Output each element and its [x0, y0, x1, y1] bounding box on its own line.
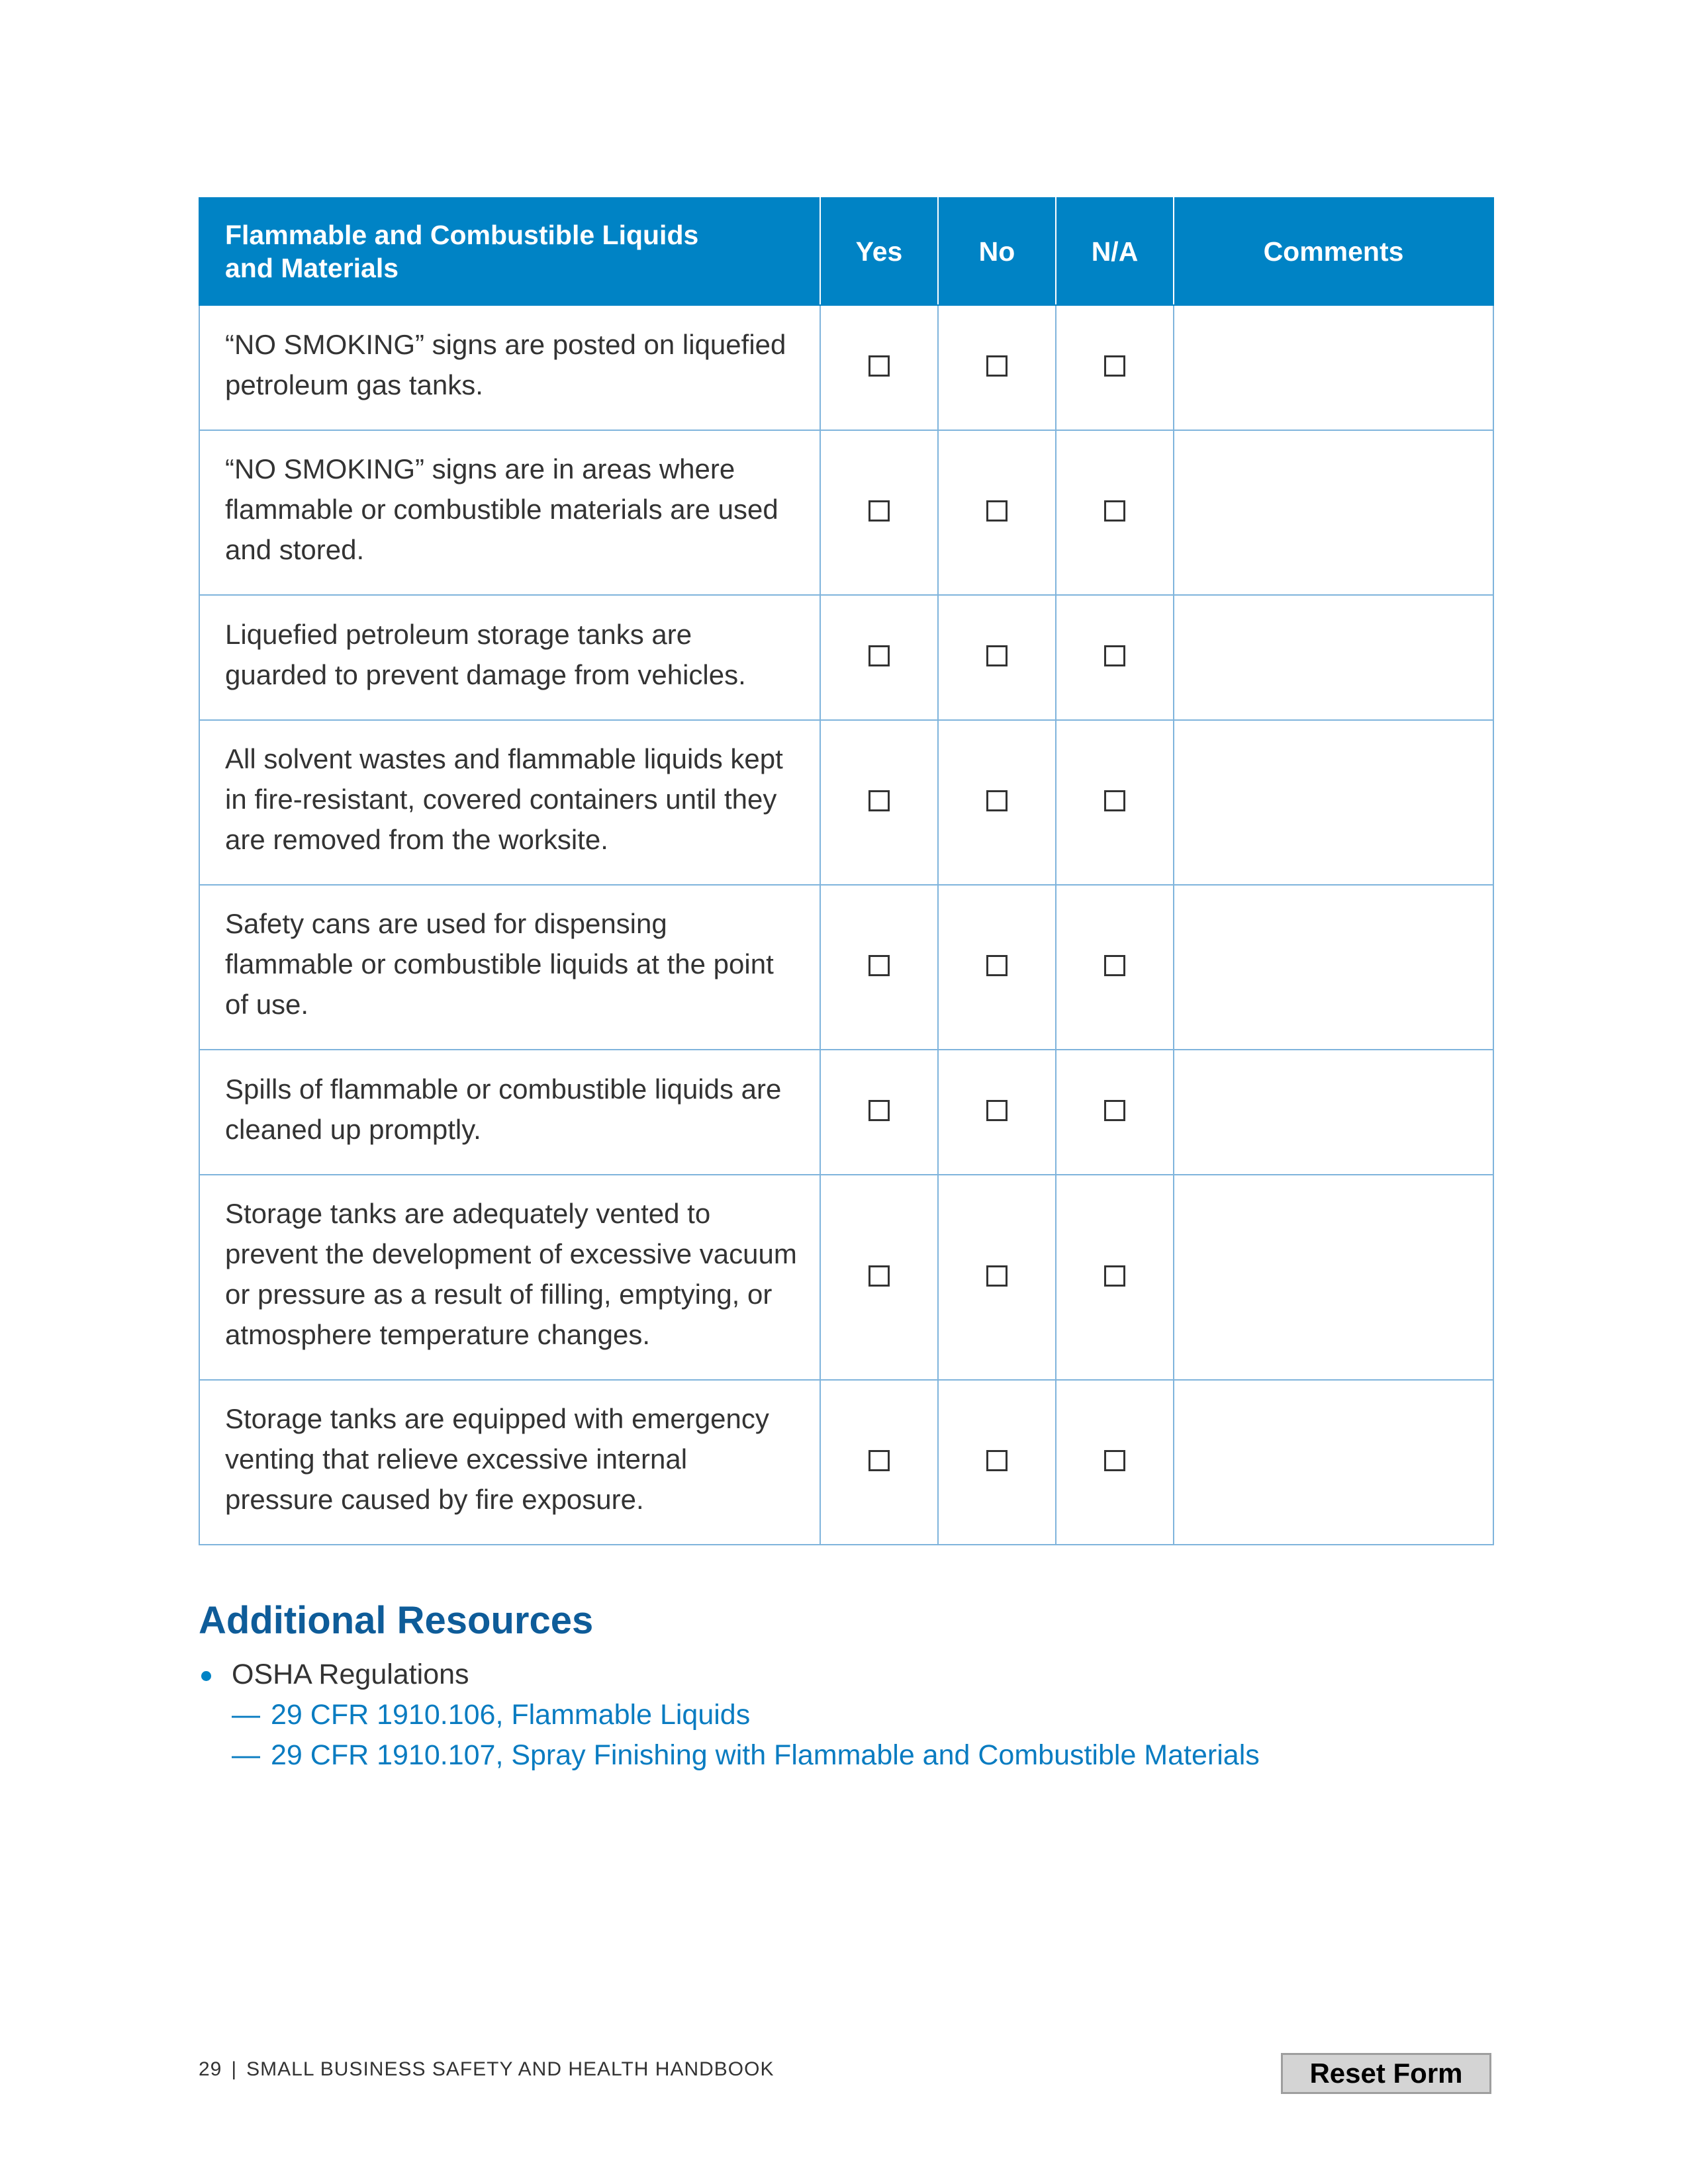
comments-field[interactable] — [1174, 1175, 1493, 1380]
yes-checkbox[interactable] — [868, 645, 890, 666]
question-text: Safety cans are used for dispensing flammable or combustible liquids at the point of use. — [199, 885, 820, 1050]
na-checkbox[interactable] — [1104, 1265, 1125, 1287]
na-header: N/A — [1056, 198, 1174, 305]
comments-field[interactable] — [1174, 720, 1493, 885]
na-checkbox[interactable] — [1104, 1450, 1125, 1471]
checklist-table — [199, 197, 1494, 1545]
yes-header: Yes — [820, 198, 938, 305]
question-text: Storage tanks are equipped with emergency venting that relieve excessive internal pressure caused by fire exposure. — [199, 1380, 820, 1545]
na-checkbox[interactable] — [1104, 355, 1125, 377]
na-cell — [1056, 595, 1174, 720]
resources-list — [199, 1655, 1260, 1776]
regulation-link-text: 29 CFR 1910.106, Flammable Liquids — [271, 1699, 751, 1731]
question-text: Liquefied petroleum storage tanks are guarded to prevent damage from vehicles. — [199, 595, 820, 720]
yes-cell — [820, 720, 938, 885]
table-row — [199, 1380, 1493, 1545]
footer-separator: | — [231, 2058, 238, 2080]
yes-checkbox[interactable] — [868, 355, 890, 377]
regulation-link[interactable] — [232, 1735, 1260, 1776]
yes-checkbox[interactable] — [868, 955, 890, 976]
yes-cell — [820, 595, 938, 720]
table-header-row — [199, 198, 1493, 305]
yes-cell — [820, 1380, 938, 1545]
no-header: No — [938, 198, 1056, 305]
table-row — [199, 885, 1493, 1050]
no-cell — [938, 1050, 1056, 1175]
no-checkbox[interactable] — [986, 1100, 1008, 1121]
na-checkbox[interactable] — [1104, 500, 1125, 522]
no-checkbox[interactable] — [986, 1450, 1008, 1471]
na-checkbox[interactable] — [1104, 955, 1125, 976]
na-cell — [1056, 1380, 1174, 1545]
question-text: Spills of flammable or combustible liquids are cleaned up promptly. — [199, 1050, 820, 1175]
yes-checkbox[interactable] — [868, 1100, 890, 1121]
question-text: “NO SMOKING” signs are posted on liquefied petroleum gas tanks. — [199, 305, 820, 430]
regulation-link-text: 29 CFR 1910.107, Spray Finishing with Flammable and Combustible Materials — [271, 1739, 1260, 1771]
resource-item-label: OSHA Regulations — [232, 1659, 469, 1690]
question-text: “NO SMOKING” signs are in areas where flammable or combustible materials are used and stored. — [199, 430, 820, 595]
yes-cell — [820, 1050, 938, 1175]
dash-icon: — — [232, 1699, 260, 1731]
comments-field[interactable] — [1174, 595, 1493, 720]
comments-field[interactable] — [1174, 885, 1493, 1050]
handbook-title: SMALL BUSINESS SAFETY AND HEALTH HANDBOOK — [246, 2058, 774, 2080]
no-cell — [938, 305, 1056, 430]
yes-checkbox[interactable] — [868, 790, 890, 811]
table-row — [199, 1175, 1493, 1380]
no-cell — [938, 430, 1056, 595]
question-text: All solvent wastes and flammable liquids kept in fire-resistant, covered containers until they are removed from the worksite. — [199, 720, 820, 885]
na-cell — [1056, 885, 1174, 1050]
comments-field[interactable] — [1174, 1050, 1493, 1175]
table-row — [199, 430, 1493, 595]
table-row — [199, 720, 1493, 885]
no-cell — [938, 1175, 1056, 1380]
na-cell — [1056, 430, 1174, 595]
yes-cell — [820, 305, 938, 430]
no-checkbox[interactable] — [986, 355, 1008, 377]
regulation-link[interactable] — [232, 1695, 1260, 1735]
no-checkbox[interactable] — [986, 645, 1008, 666]
na-checkbox[interactable] — [1104, 645, 1125, 666]
table-row — [199, 305, 1493, 430]
na-cell — [1056, 1175, 1174, 1380]
comments-field[interactable] — [1174, 305, 1493, 430]
table-row — [199, 1050, 1493, 1175]
na-cell — [1056, 305, 1174, 430]
na-checkbox[interactable] — [1104, 1100, 1125, 1121]
no-cell — [938, 1380, 1056, 1545]
na-cell — [1056, 1050, 1174, 1175]
dash-icon: — — [232, 1739, 260, 1771]
question-text: Storage tanks are adequately vented to prevent the development of excessive vacuum or pressure as a result of filling, emptying, or atmosphere temperature changes. — [199, 1175, 820, 1380]
topic-header: Flammable and Combustible Liquids and Materials — [199, 198, 820, 305]
yes-checkbox[interactable] — [868, 1450, 890, 1471]
yes-cell — [820, 1175, 938, 1380]
no-cell — [938, 595, 1056, 720]
comments-field[interactable] — [1174, 430, 1493, 595]
table-row — [199, 595, 1493, 720]
yes-checkbox[interactable] — [868, 1265, 890, 1287]
yes-cell — [820, 430, 938, 595]
comments-field[interactable] — [1174, 1380, 1493, 1545]
page-footer — [199, 2058, 774, 2081]
no-checkbox[interactable] — [986, 1265, 1008, 1287]
yes-cell — [820, 885, 938, 1050]
no-checkbox[interactable] — [986, 955, 1008, 976]
page-number: 29 — [199, 2058, 222, 2080]
bullet-icon — [201, 1671, 211, 1681]
na-cell — [1056, 720, 1174, 885]
reset-form-button[interactable]: Reset Form — [1281, 2053, 1491, 2094]
na-checkbox[interactable] — [1104, 790, 1125, 811]
no-checkbox[interactable] — [986, 500, 1008, 522]
yes-checkbox[interactable] — [868, 500, 890, 522]
list-item — [199, 1655, 1260, 1776]
comments-header: Comments — [1174, 198, 1493, 305]
resources-heading: Additional Resources — [199, 1599, 594, 1642]
no-checkbox[interactable] — [986, 790, 1008, 811]
no-cell — [938, 720, 1056, 885]
no-cell — [938, 885, 1056, 1050]
